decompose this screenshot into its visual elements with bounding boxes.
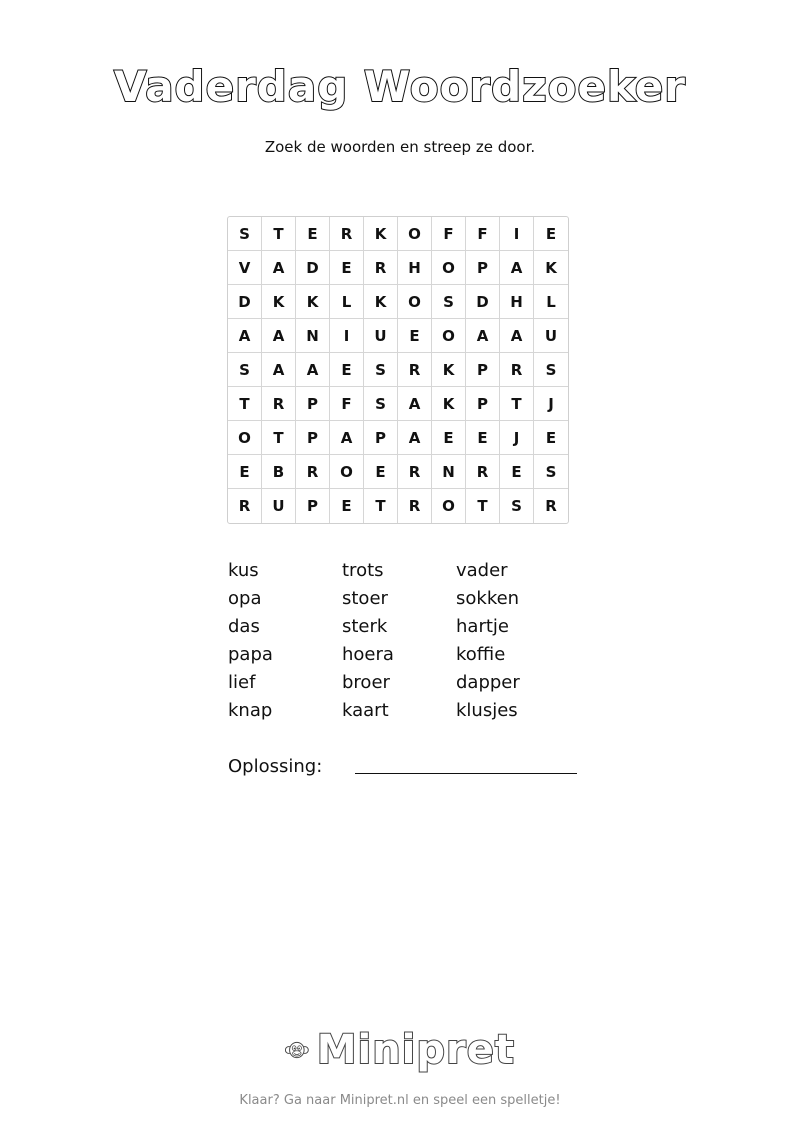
word-item: opa: [228, 588, 262, 609]
grid-cell[interactable]: J: [534, 387, 568, 421]
grid-cell[interactable]: R: [500, 353, 534, 387]
grid-cell[interactable]: E: [330, 353, 364, 387]
grid-cell[interactable]: R: [228, 489, 262, 523]
grid-cell[interactable]: S: [534, 353, 568, 387]
word-item: trots: [342, 560, 384, 581]
grid-cell[interactable]: T: [466, 489, 500, 523]
grid-cell[interactable]: T: [364, 489, 398, 523]
grid-cell[interactable]: P: [466, 353, 500, 387]
grid-cell[interactable]: P: [296, 489, 330, 523]
grid-cell[interactable]: E: [364, 455, 398, 489]
word-search-grid[interactable]: [227, 216, 569, 524]
word-item: klusjes: [456, 700, 518, 721]
grid-cell[interactable]: J: [500, 421, 534, 455]
word-item: papa: [228, 644, 273, 665]
grid-cell[interactable]: R: [262, 387, 296, 421]
grid-cell[interactable]: A: [228, 319, 262, 353]
word-item: vader: [456, 560, 508, 581]
grid-cell[interactable]: E: [432, 421, 466, 455]
word-list: [228, 560, 570, 728]
grid-cell[interactable]: N: [432, 455, 466, 489]
word-item: broer: [342, 672, 390, 693]
grid-cell[interactable]: B: [262, 455, 296, 489]
grid-cell[interactable]: N: [296, 319, 330, 353]
grid-cell[interactable]: I: [500, 217, 534, 251]
grid-cell[interactable]: O: [398, 217, 432, 251]
word-item: koffie: [456, 644, 506, 665]
grid-cell[interactable]: L: [330, 285, 364, 319]
grid-cell[interactable]: P: [296, 421, 330, 455]
minipret-logo: [285, 1022, 515, 1078]
grid-cell[interactable]: E: [466, 421, 500, 455]
grid-cell[interactable]: S: [228, 353, 262, 387]
grid-cell[interactable]: K: [364, 285, 398, 319]
grid-cell[interactable]: R: [296, 455, 330, 489]
grid-cell[interactable]: S: [364, 387, 398, 421]
grid-cell[interactable]: K: [364, 217, 398, 251]
grid-cell[interactable]: K: [534, 251, 568, 285]
grid-cell[interactable]: R: [364, 251, 398, 285]
word-item: kaart: [342, 700, 389, 721]
grid-cell[interactable]: F: [466, 217, 500, 251]
grid-cell[interactable]: A: [262, 353, 296, 387]
word-item: sokken: [456, 588, 520, 609]
grid-cell[interactable]: S: [228, 217, 262, 251]
grid-cell[interactable]: T: [262, 421, 296, 455]
grid-cell[interactable]: U: [262, 489, 296, 523]
grid-cell[interactable]: D: [466, 285, 500, 319]
grid-cell[interactable]: S: [500, 489, 534, 523]
grid-cell[interactable]: H: [398, 251, 432, 285]
word-item: kus: [228, 560, 259, 581]
solution-answer-line[interactable]: [355, 773, 577, 774]
word-item: dapper: [456, 672, 520, 693]
monkey-icon: [285, 1024, 309, 1076]
grid-cell[interactable]: O: [432, 319, 466, 353]
grid-cell[interactable]: P: [364, 421, 398, 455]
grid-cell[interactable]: F: [330, 387, 364, 421]
grid-cell[interactable]: A: [262, 319, 296, 353]
grid-cell[interactable]: H: [500, 285, 534, 319]
grid-cell[interactable]: A: [296, 353, 330, 387]
grid-cell[interactable]: A: [330, 421, 364, 455]
word-item: stoer: [342, 588, 388, 609]
grid-cell[interactable]: L: [534, 285, 568, 319]
grid-cell[interactable]: A: [500, 251, 534, 285]
grid-cell[interactable]: E: [296, 217, 330, 251]
grid-cell[interactable]: R: [398, 353, 432, 387]
grid-cell[interactable]: E: [330, 251, 364, 285]
grid-cell[interactable]: K: [262, 285, 296, 319]
grid-cell[interactable]: R: [330, 217, 364, 251]
word-item: hartje: [456, 616, 509, 637]
grid-cell[interactable]: O: [398, 285, 432, 319]
grid-cell[interactable]: O: [330, 455, 364, 489]
logo-text: Minipret: [316, 1027, 515, 1073]
grid-cell[interactable]: P: [466, 251, 500, 285]
footer-text: Klaar? Ga naar Minipret.nl en speel een spelletje!: [239, 1093, 561, 1108]
grid-cell[interactable]: R: [398, 489, 432, 523]
grid-cell[interactable]: P: [296, 387, 330, 421]
grid-cell[interactable]: E: [330, 489, 364, 523]
grid-cell[interactable]: I: [330, 319, 364, 353]
grid-cell[interactable]: D: [228, 285, 262, 319]
grid-cell[interactable]: U: [534, 319, 568, 353]
grid-cell[interactable]: A: [500, 319, 534, 353]
grid-cell[interactable]: V: [228, 251, 262, 285]
grid-cell[interactable]: T: [262, 217, 296, 251]
grid-cell[interactable]: T: [228, 387, 262, 421]
page-title: Vaderdag Woordzoeker: [113, 62, 686, 111]
grid-cell[interactable]: S: [534, 455, 568, 489]
word-item: das: [228, 616, 260, 637]
grid-cell[interactable]: O: [432, 251, 466, 285]
grid-cell[interactable]: T: [500, 387, 534, 421]
grid-cell[interactable]: R: [466, 455, 500, 489]
grid-cell[interactable]: D: [296, 251, 330, 285]
grid-cell[interactable]: F: [432, 217, 466, 251]
grid-cell[interactable]: U: [364, 319, 398, 353]
grid-cell[interactable]: A: [398, 421, 432, 455]
grid-cell[interactable]: E: [398, 319, 432, 353]
grid-cell[interactable]: R: [545, 497, 557, 515]
grid-cell[interactable]: O: [432, 489, 466, 523]
grid-cell[interactable]: E: [500, 455, 534, 489]
grid-cell[interactable]: A: [398, 387, 432, 421]
grid-cell[interactable]: K: [432, 353, 466, 387]
grid-cell[interactable]: E: [534, 217, 568, 251]
grid-cell[interactable]: E: [228, 455, 262, 489]
grid-cell[interactable]: A: [466, 319, 500, 353]
word-item: sterk: [342, 616, 388, 637]
grid-cell[interactable]: O: [228, 421, 262, 455]
grid-cell[interactable]: K: [432, 387, 466, 421]
grid-cell[interactable]: A: [262, 251, 296, 285]
grid-cell[interactable]: R: [398, 455, 432, 489]
grid-cell[interactable]: K: [296, 285, 330, 319]
instructions: Zoek de woorden en streep ze door.: [264, 138, 536, 156]
grid-cell[interactable]: S: [364, 353, 398, 387]
grid-cell[interactable]: E: [534, 421, 568, 455]
solution-label: Oplossing:: [228, 756, 323, 777]
grid-cell[interactable]: S: [432, 285, 466, 319]
grid-cell[interactable]: P: [466, 387, 500, 421]
word-item: hoera: [342, 644, 394, 665]
word-item: knap: [228, 700, 273, 721]
word-item: lief: [228, 672, 256, 693]
